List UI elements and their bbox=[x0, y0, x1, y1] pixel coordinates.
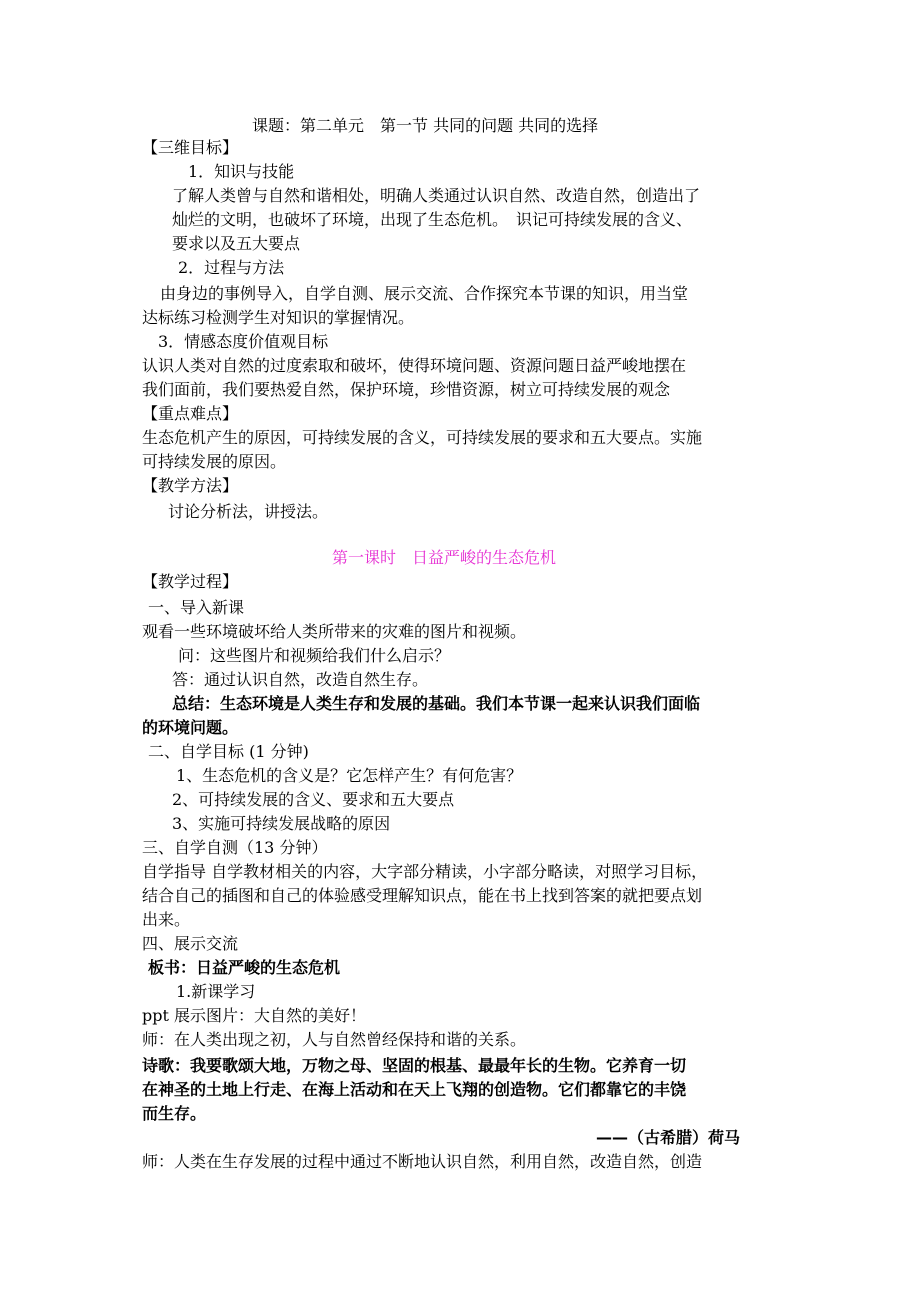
part4-heading: 四、展示交流 bbox=[142, 934, 239, 953]
part1-heading: 一、导入新课 bbox=[148, 598, 245, 617]
goal1-heading: 1．知识与技能 bbox=[188, 162, 295, 181]
part3-line: 自学指导 自学教材相关的内容，大字部分精读，小字部分略读，对照学习目标， bbox=[142, 862, 708, 881]
lesson-title: 第一课时 日益严峻的生态危机 bbox=[332, 548, 557, 567]
poem-source: ——（古希腊）荷马 bbox=[596, 1128, 741, 1147]
goal1-line: 要求以及五大要点 bbox=[172, 234, 301, 253]
poem-line: 在神圣的土地上行走、在海上活动和在天上飞翔的创造物。它们都靠它的丰饶 bbox=[142, 1080, 687, 1099]
new-lesson-heading: 1.新课学习 bbox=[176, 982, 256, 1001]
part1-answer: 答：通过认识自然，改造自然生存。 bbox=[172, 670, 429, 689]
goal2-line: 由身边的事例导入，自学自测、展示交流、合作探究本节课的知识，用当堂 bbox=[160, 284, 689, 303]
goal3-line: 我们面前，我们要热爱自然，保护环境，珍惜资源，树立可持续发展的观念 bbox=[142, 380, 671, 399]
key-line: 可持续发展的原因。 bbox=[142, 452, 287, 471]
section-process-heading: 【教学过程】 bbox=[142, 572, 239, 591]
section-key-heading: 【重点难点】 bbox=[142, 404, 239, 423]
goal3-line: 认识人类对自然的过度索取和破坏，使得环境问题、资源问题日益严峻地摆在 bbox=[142, 356, 687, 375]
teacher-line: 师：人类在生存发展的过程中通过不断地认识自然，利用自然，改造自然，创造 bbox=[142, 1152, 703, 1171]
poem-line: 诗歌：我要歌颂大地，万物之母、坚固的根基、最最年长的生物。它养育一切 bbox=[142, 1056, 687, 1075]
section-goals-heading: 【三维目标】 bbox=[142, 138, 239, 157]
goal2-line: 达标练习检测学生对知识的掌握情况。 bbox=[142, 308, 415, 327]
part2-heading: 二、自学目标 (1 分钟) bbox=[148, 742, 309, 761]
goal1-line: 灿烂的文明，也破坏了环境，出现了生态危机。 识记可持续发展的含义、 bbox=[172, 210, 693, 229]
part1-question: 问：这些图片和视频给我们什么启示？ bbox=[178, 646, 451, 665]
part1-summary: 的环境问题。 bbox=[142, 718, 239, 737]
part3-line: 结合自己的插图和自己的体验感受理解知识点，能在书上找到答案的就把要点划 bbox=[142, 886, 703, 905]
page-title: 课题：第二单元 第一节 共同的问题 共同的选择 bbox=[252, 116, 599, 135]
section-method-heading: 【教学方法】 bbox=[142, 476, 239, 495]
part2-item: 2、可持续发展的含义、要求和五大要点 bbox=[172, 790, 455, 809]
key-line: 生态危机产生的原因，可持续发展的含义，可持续发展的要求和五大要点。实施 bbox=[142, 428, 703, 447]
goal3-heading: 3．情感态度价值观目标 bbox=[158, 332, 329, 351]
method-text: 讨论分析法，讲授法。 bbox=[168, 502, 329, 521]
goal1-line: 了解人类曾与自然和谐相处，明确人类通过认识自然、改造自然，创造出了 bbox=[172, 186, 701, 205]
part2-item: 1、生态危机的含义是？它怎样产生？有何危害？ bbox=[176, 766, 523, 785]
part3-heading: 三、自学自测（13 分钟） bbox=[142, 838, 328, 857]
board-title: 板书：日益严峻的生态危机 bbox=[148, 958, 341, 977]
part2-item: 3、实施可持续发展战略的原因 bbox=[172, 814, 391, 833]
teacher-line: 师：在人类出现之初，人与自然曾经保持和谐的关系。 bbox=[142, 1030, 527, 1049]
part3-line: 出来。 bbox=[142, 910, 191, 929]
part1-intro: 观看一些环境破坏给人类所带来的灾难的图片和视频。 bbox=[142, 622, 527, 641]
part1-summary: 总结：生态环境是人类生存和发展的基础。我们本节课一起来认识我们面临 bbox=[172, 694, 701, 713]
ppt-line: ppt 展示图片：大自然的美好！ bbox=[142, 1006, 367, 1025]
poem-line: 而生存。 bbox=[142, 1104, 207, 1123]
goal2-heading: 2．过程与方法 bbox=[178, 258, 285, 277]
